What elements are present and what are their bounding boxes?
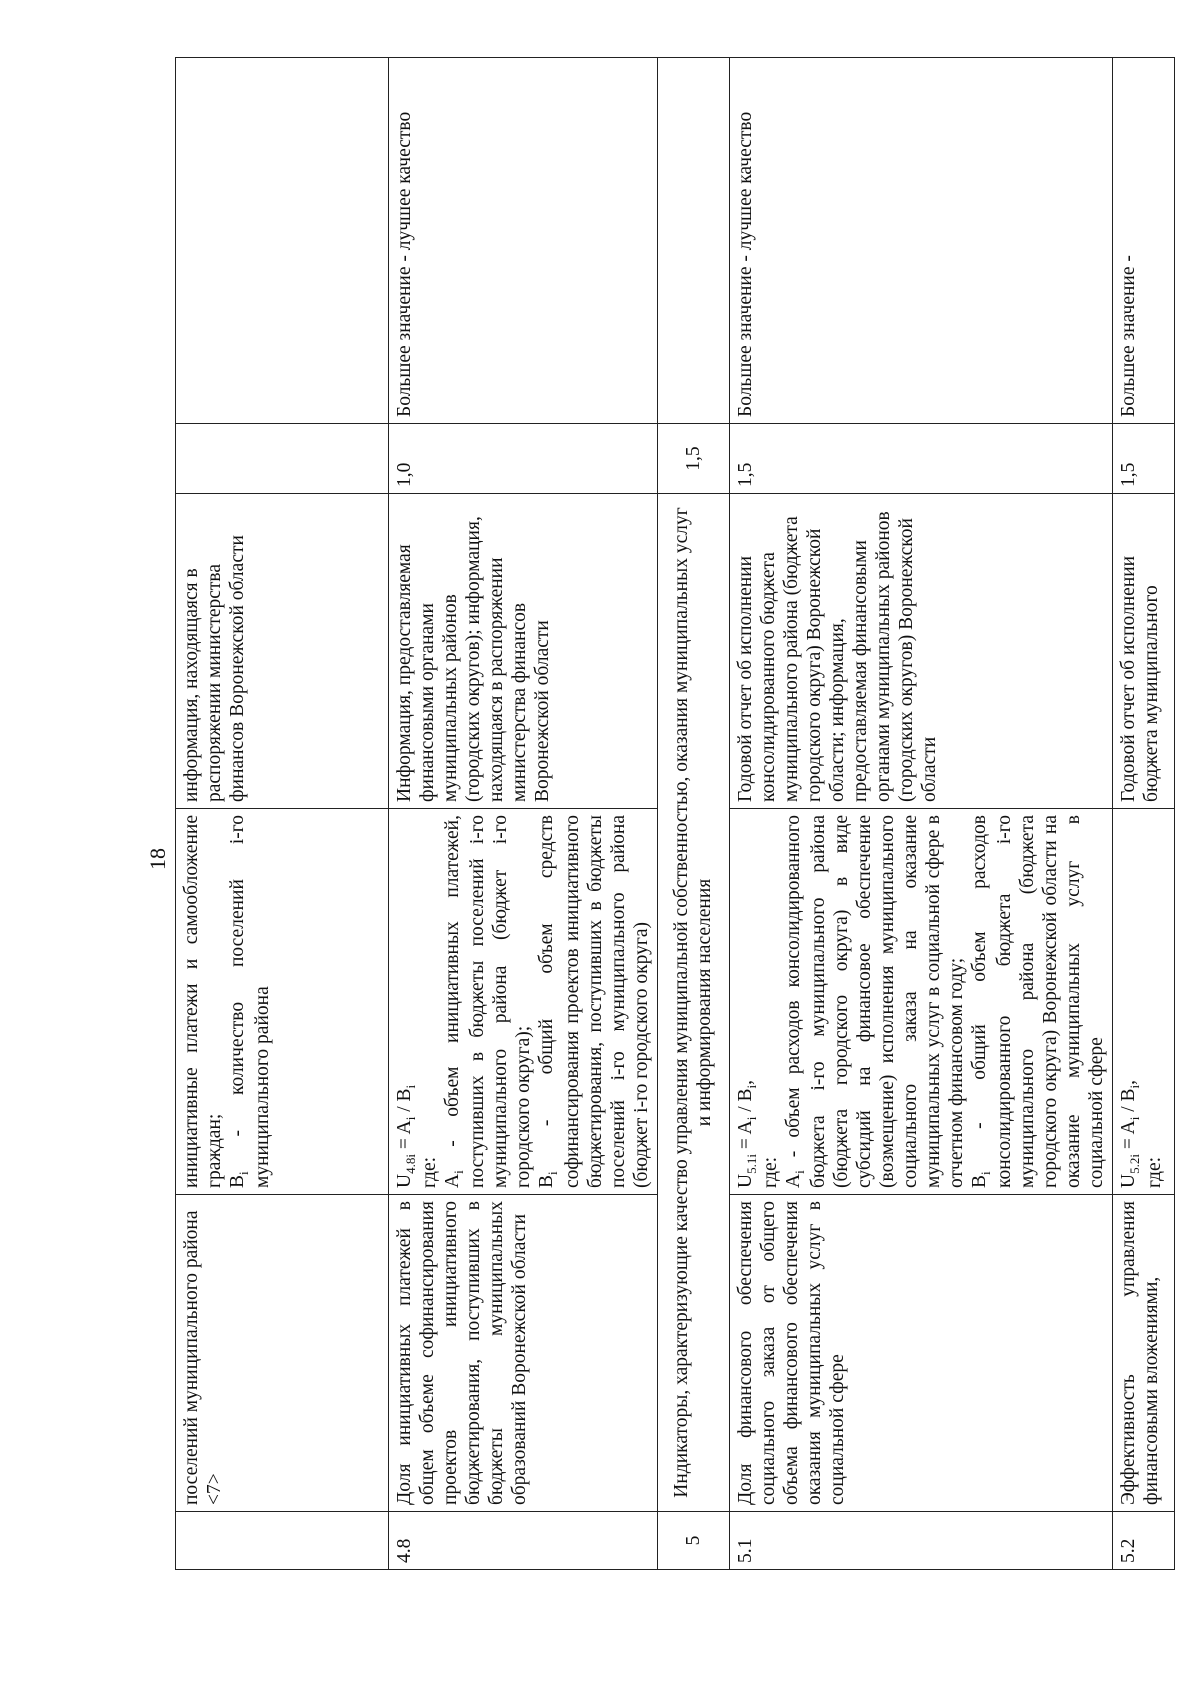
data-source: Годовой отчет об исполнении бюджета муниципального bbox=[1113, 494, 1175, 809]
table-row bbox=[729, 58, 1113, 1570]
formula-head: $U_{5.1i} = A_i / B_i$, bbox=[734, 1079, 759, 1188]
quality-criterion: Большее значение - лучшее качество bbox=[729, 58, 1113, 424]
data-source: Годовой отчет об исполнении консолидированного бюджета муниципального района (бюджета городского округа) Воронежской области; информация, предоставляемая финансовыми органами муниципальных районов (городских округов) Воронежской области bbox=[729, 494, 1113, 809]
weight bbox=[176, 424, 389, 494]
indicator-table-sheet bbox=[175, 57, 1165, 1570]
table-row bbox=[389, 58, 658, 1570]
section-title: Индикаторы, характеризующие качество управления муниципальной собственностью, оказания муниципальных услуг и информирования населения bbox=[657, 494, 729, 1512]
formula-b: $B_i$ - общий объем средств софинансирования проектов инициативного бюджетирования, поступивших в бюджеты поселений i-го муниципального района (бюджет i-го городского округа) bbox=[536, 815, 652, 1188]
indicator-name: поселений муниципального района <7> bbox=[176, 1195, 389, 1512]
formula-a: $A_i$ - объем инициативных платежей, поступивших в бюджеты поселений i-го муниципального района (бюджет i-го городского округа); bbox=[442, 815, 535, 1188]
indicator-formula bbox=[176, 809, 389, 1195]
indicator-name: Доля инициативных платежей в общем объеме софинансирования проектов инициативного бюджетирования, поступивших в бюджеты муниципальных образований Воронежской области bbox=[389, 1195, 658, 1512]
row-number: 4.8 bbox=[389, 1512, 658, 1570]
indicator-name: Доля финансового обеспечения социального заказа от общего объема финансового обеспечения оказания муниципальных услуг в социальной сфере bbox=[729, 1195, 1113, 1512]
row-number: 5.1 bbox=[729, 1512, 1113, 1570]
row-number: 5.2 bbox=[1113, 1512, 1175, 1570]
weight: 1,5 bbox=[729, 424, 1113, 494]
formula-head: $U_{5.2i} = A_i / B_i$, bbox=[1118, 1079, 1143, 1188]
table-row bbox=[1113, 58, 1175, 1570]
quality-criterion bbox=[176, 58, 389, 424]
formula-where: где: bbox=[759, 1156, 781, 1188]
indicator-formula bbox=[1113, 809, 1175, 1195]
data-source: Информация, предоставляемая финансовыми органами муниципальных районов (городских округов); информация, находящаяся в распоряжении министерства финансов Воронежской области bbox=[389, 494, 658, 809]
indicator-formula bbox=[729, 809, 1113, 1195]
weight: 1,0 bbox=[389, 424, 658, 494]
formula-where: где: bbox=[419, 1156, 441, 1188]
weight: 1,5 bbox=[657, 424, 729, 494]
quality-criterion bbox=[657, 58, 729, 424]
formula-line: $B_i$ - количество поселений i-го муниципального района bbox=[227, 815, 274, 1188]
indicator-name: Эффективность управления финансовыми вложениями, bbox=[1113, 1195, 1175, 1512]
weight: 1,5 bbox=[1113, 424, 1175, 494]
quality-criterion: Большее значение - bbox=[1113, 58, 1175, 424]
formula-a: $A_i$ - объем расходов консолидированного бюджета i-го муниципального района (бюджета городского округа) в виде субсидий на финансовое обеспечение (возмещение) исполнения муниципального социального заказа на оказание муниципальных услуг в социальной сфере в отчетном финансовом году; bbox=[782, 815, 968, 1188]
data-source: информация, находящаяся в распоряжении министерства финансов Воронежской области bbox=[176, 494, 389, 809]
formula-where: где: bbox=[1143, 1156, 1165, 1188]
table-row bbox=[176, 58, 389, 1570]
page-number: 18 bbox=[145, 848, 170, 870]
indicator-formula bbox=[389, 809, 658, 1195]
section-number: 5 bbox=[657, 1512, 729, 1570]
indicator-table bbox=[175, 57, 1175, 1570]
quality-criterion: Большее значение - лучшее качество bbox=[389, 58, 658, 424]
formula-head: $U_{4.8i} = A_i / B_i$ bbox=[394, 1084, 418, 1188]
row-number bbox=[176, 1512, 389, 1570]
formula-line: инициативные платежи и самообложение граждан; bbox=[181, 815, 225, 1188]
formula-b: $B_i$ - общий объем расходов консолидированного бюджета i-го муниципального района (бюджета городского округа) Воронежской области на оказание муниципальных услуг в социальной сфере bbox=[969, 815, 1108, 1188]
section-row bbox=[657, 58, 729, 1570]
